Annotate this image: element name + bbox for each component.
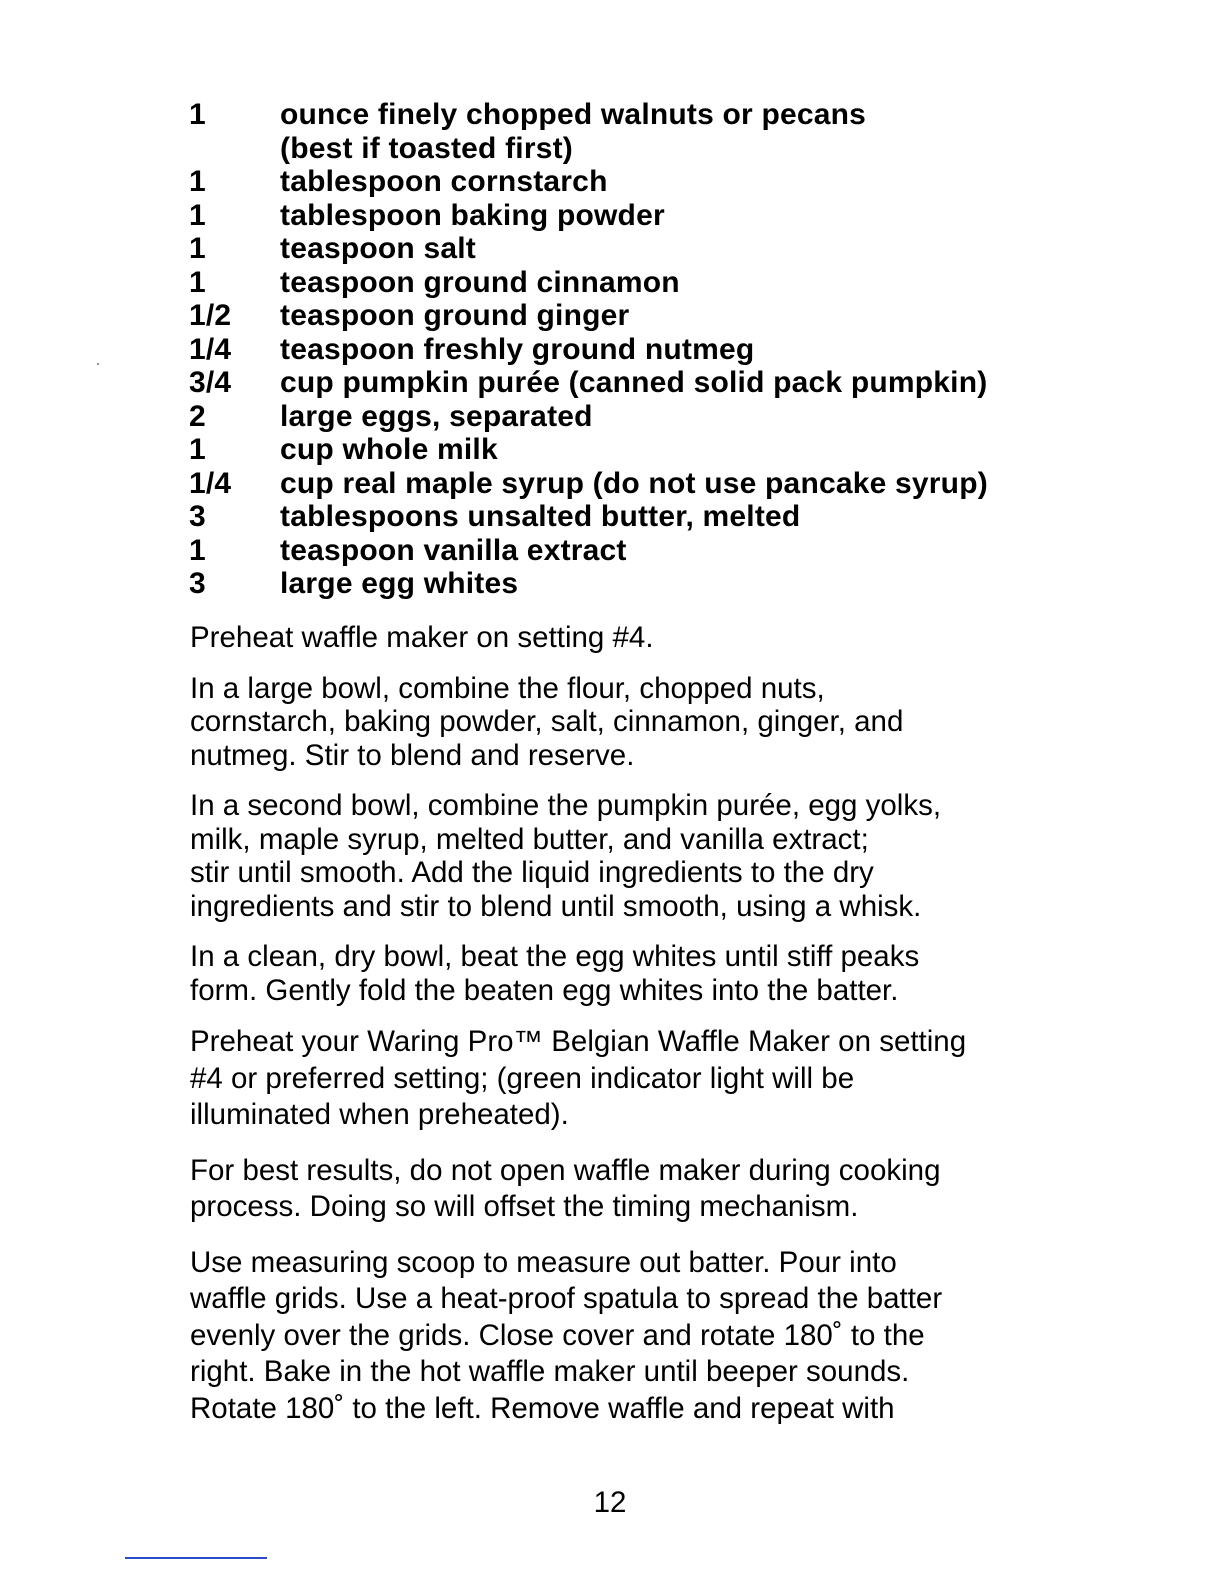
ingredient-qty: 1 bbox=[189, 265, 206, 299]
ingredient-row bbox=[189, 433, 1029, 467]
ingredient-qty: 1 bbox=[189, 165, 206, 198]
ingredient-row bbox=[189, 500, 1029, 534]
instruction-paragraph: In a clean, dry bowl, beat the egg whites until stiff peaks form. Gently fold the beaten egg whites into the batter. bbox=[190, 940, 920, 1007]
ingredient-qty: 1/4 bbox=[189, 466, 232, 500]
ingredient-desc: large egg whites bbox=[280, 567, 519, 600]
ingredient-desc: cup pumpkin purée (canned solid pack pumpkin) bbox=[280, 366, 988, 399]
ingredient-row bbox=[189, 299, 1029, 333]
ingredient-row bbox=[189, 467, 1029, 501]
ingredient-qty: 2 bbox=[189, 399, 206, 433]
scan-speck bbox=[97, 363, 99, 365]
ingredient-qty: 1/4 bbox=[189, 332, 232, 366]
instruction-paragraph: In a large bowl, combine the flour, chopped nuts, cornstarch, baking powder, salt, cinnamon, ginger, and nutmeg. Stir to blend and reserve. bbox=[190, 671, 904, 772]
ingredient-row bbox=[189, 333, 1029, 367]
ingredient-qty: 1 bbox=[189, 198, 206, 232]
instruction-paragraph: In a second bowl, combine the pumpkin purée, egg yolks, milk, maple syrup, melted butter, and vanilla extract; stir until smooth. Add the liquid ingredients to the dry ingredients and stir to blend until smooth, using a whisk. bbox=[190, 789, 942, 923]
ingredient-qty: 1 bbox=[189, 533, 206, 567]
instruction-paragraph: Use measuring scoop to measure out batter. Pour into waffle grids. Use a heat-proof spatula to spread the batter evenly over the grids. Close cover and rotate 180˚ to the right. Bake in the hot waffle maker until beeper sounds. Rotate 180˚ to the left. Remove waffle and repeat with bbox=[190, 1245, 943, 1425]
ingredient-qty: 3/4 bbox=[189, 366, 232, 399]
ingredient-row bbox=[189, 199, 1029, 233]
instructions bbox=[190, 621, 1010, 1446]
ingredient-row bbox=[189, 165, 1029, 199]
ingredient-desc: large eggs, separated bbox=[280, 399, 593, 433]
ingredient-desc: teaspoon freshly ground nutmeg bbox=[280, 332, 755, 366]
ingredient-row bbox=[189, 232, 1029, 266]
instruction-paragraph: For best results, do not open waffle maker during cooking process. Doing so will offset the timing mechanism. bbox=[190, 1153, 941, 1223]
ingredient-desc: tablespoon baking powder bbox=[280, 198, 665, 232]
ingredient-qty: 1 bbox=[189, 433, 206, 466]
ingredient-desc: ounce finely chopped walnuts or pecans (best if toasted first) bbox=[280, 98, 867, 165]
ingredient-qty: 1 bbox=[189, 98, 206, 131]
ingredient-desc: teaspoon vanilla extract bbox=[280, 533, 627, 567]
ingredient-row bbox=[189, 534, 1029, 568]
ingredient-qty: 3 bbox=[189, 500, 206, 533]
ingredient-desc: tablespoon cornstarch bbox=[280, 165, 608, 198]
ingredient-list bbox=[189, 98, 1029, 601]
ingredient-row bbox=[189, 366, 1029, 400]
ingredient-row bbox=[189, 567, 1029, 601]
ingredient-qty: 1 bbox=[189, 232, 206, 265]
ingredient-row bbox=[189, 266, 1029, 300]
page-number: 12 bbox=[593, 1486, 627, 1519]
ingredient-row bbox=[189, 98, 1029, 165]
ingredient-qty: 3 bbox=[189, 567, 206, 600]
ingredient-desc: teaspoon ground cinnamon bbox=[280, 265, 680, 299]
ingredient-desc: cup real maple syrup (do not use pancake syrup) bbox=[280, 466, 988, 500]
ingredient-qty: 1/2 bbox=[189, 299, 232, 332]
ingredient-desc: tablespoons unsalted butter, melted bbox=[280, 500, 801, 533]
ingredient-desc: cup whole milk bbox=[280, 433, 498, 466]
ingredient-row bbox=[189, 400, 1029, 434]
ingredient-desc: teaspoon ground ginger bbox=[280, 299, 630, 332]
instruction-paragraph: Preheat waffle maker on setting #4. bbox=[190, 621, 654, 654]
ingredient-desc: teaspoon salt bbox=[280, 232, 476, 265]
footer-rule bbox=[125, 1557, 267, 1559]
instruction-paragraph: Preheat your Waring Pro™ Belgian Waffle Maker on setting #4 or preferred setting; (green indicator light will be illuminated when preheated). bbox=[190, 1025, 967, 1131]
